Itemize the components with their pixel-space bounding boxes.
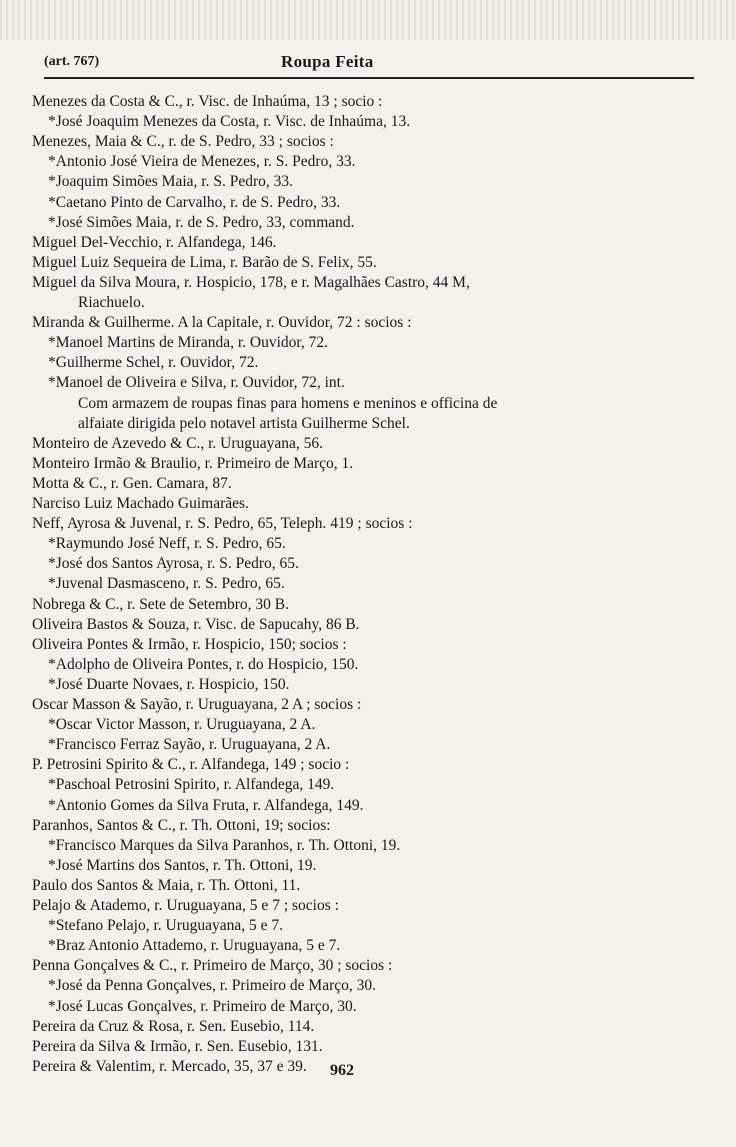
firm-entry: P. Petrosini Spirito & C., r. Alfandega, 149 ; socio : xyxy=(32,756,350,774)
header-rule xyxy=(44,77,694,79)
partner-entry: *Stefano Pelajo, r. Uruguayana, 5 e 7. xyxy=(48,917,284,935)
firm-entry: Monteiro de Azevedo & C., r. Uruguayana, 56. xyxy=(32,434,323,452)
firm-entry: Miguel Luiz Sequeira de Lima, r. Barão de S. Felix, 55. xyxy=(32,253,377,271)
partner-entry: *Guilherme Schel, r. Ouvidor, 72. xyxy=(48,354,259,372)
firm-entry: Oliveira Pontes & Irmão, r. Hospicio, 150; socios : xyxy=(32,635,347,653)
firm-entry: Oscar Masson & Sayão, r. Uruguayana, 2 A ; socios : xyxy=(32,696,362,713)
firm-entry: Pereira da Silva & Irmão, r. Sen. Eusebio, 131. xyxy=(32,1037,323,1055)
firm-entry: Miguel da Silva Moura, r. Hospicio, 178, e r. Magalhães Castro, 44 M, xyxy=(32,273,470,291)
firm-entry: Miranda & Guilherme. A la Capitale, r. Ouvidor, 72 : socios : xyxy=(32,314,412,332)
article-reference: (art. 767) xyxy=(44,54,100,69)
firm-entry: Paranhos, Santos & C., r. Th. Ottoni, 19; socios: xyxy=(32,816,331,834)
partner-entry: *José Joaquim Menezes da Costa, r. Visc. de Inhaúma, 13. xyxy=(48,113,411,131)
partner-entry: *José Simões Maia, r. de S. Pedro, 33, command. xyxy=(48,213,355,231)
firm-entry: Paulo dos Santos & Maia, r. Th. Ottoni, 11. xyxy=(32,876,301,894)
firm-entry: Motta & C., r. Gen. Camara, 87. xyxy=(32,474,232,492)
firm-entry: Neff, Ayrosa & Juvenal, r. S. Pedro, 65, Teleph. 419 ; socios : xyxy=(32,515,413,533)
firm-entry: Penna Gonçalves & C., r. Primeiro de Março, 30 ; socios : xyxy=(32,957,393,975)
firm-entry: Monteiro Irmão & Braulio, r. Primeiro de Março, 1. xyxy=(32,454,354,472)
firm-entry: Narciso Luiz Machado Guimarães. xyxy=(32,495,249,512)
partner-entry: *Raymundo José Neff, r. S. Pedro, 65. xyxy=(48,535,286,553)
firm-entry: Nobrega & C., r. Sete de Setembro, 30 B. xyxy=(32,595,289,613)
partner-entry: *Antonio José Vieira de Menezes, r. S. Pedro, 33. xyxy=(48,153,356,171)
entry-continuation: Riachuelo. xyxy=(78,294,145,311)
partner-entry: *Caetano Pinto de Carvalho, r. de S. Pedro, 33. xyxy=(48,193,341,211)
partner-entry: *Oscar Victor Masson, r. Uruguayana, 2 A. xyxy=(48,716,316,734)
scan-noise xyxy=(0,0,736,40)
partner-entry: *Paschoal Petrosini Spirito, r. Alfandega, 149. xyxy=(48,776,335,794)
partner-entry: *Francisco Marques da Silva Paranhos, r. Th. Ottoni, 19. xyxy=(48,836,401,854)
firm-entry: Pereira & Valentim, r. Mercado, 35, 37 e 39. xyxy=(32,1057,307,1075)
page-title: Roupa Feita xyxy=(281,52,374,71)
page-header xyxy=(44,50,694,76)
firm-entry: Pelajo & Atademo, r. Uruguayana, 5 e 7 ; socios : xyxy=(32,897,339,914)
partner-entry: *Manoel de Oliveira e Silva, r. Ouvidor, 72, int. xyxy=(48,374,345,392)
partner-entry: *Adolpho de Oliveira Pontes, r. do Hospicio, 150. xyxy=(48,655,359,673)
partner-entry: *José Martins dos Santos, r. Th. Ottoni, 19. xyxy=(48,856,317,874)
partner-entry: *José Duarte Novaes, r. Hospicio, 150. xyxy=(48,675,290,693)
page-number: 962 xyxy=(330,1062,354,1079)
partner-entry: *José dos Santos Ayrosa, r. S. Pedro, 65. xyxy=(48,555,299,573)
entry-continuation: Com armazem de roupas finas para homens e meninos e officina de xyxy=(78,394,498,412)
partner-entry: *José da Penna Gonçalves, r. Primeiro de Março, 30. xyxy=(48,977,377,995)
partner-entry: *Francisco Ferraz Sayão, r. Uruguayana, 2 A. xyxy=(48,736,331,754)
firm-entry: Miguel Del-Vecchio, r. Alfandega, 146. xyxy=(32,233,277,251)
firm-entry: Menezes da Costa & C., r. Visc. de Inhaúma, 13 ; socio : xyxy=(32,93,383,110)
partner-entry: *Juvenal Dasmasceno, r. S. Pedro, 65. xyxy=(48,575,285,593)
entry-continuation: alfaiate dirigida pelo notavel artista Guilherme Schel. xyxy=(78,414,410,432)
partner-entry: *Antonio Gomes da Silva Fruta, r. Alfandega, 149. xyxy=(48,796,364,814)
partner-entry: *José Lucas Gonçalves, r. Primeiro de Março, 30. xyxy=(48,997,357,1015)
firm-entry: Oliveira Bastos & Souza, r. Visc. de Sapucahy, 86 B. xyxy=(32,615,360,633)
partner-entry: *Braz Antonio Attademo, r. Uruguayana, 5 e 7. xyxy=(48,937,341,955)
partner-entry: *Joaquim Simões Maia, r. S. Pedro, 33. xyxy=(48,173,293,191)
firm-entry: Pereira da Cruz & Rosa, r. Sen. Eusebio, 114. xyxy=(32,1017,315,1035)
partner-entry: *Manoel Martins de Miranda, r. Ouvidor, 72. xyxy=(48,334,329,352)
firm-entry: Menezes, Maia & C., r. de S. Pedro, 33 ; socios : xyxy=(32,133,334,151)
